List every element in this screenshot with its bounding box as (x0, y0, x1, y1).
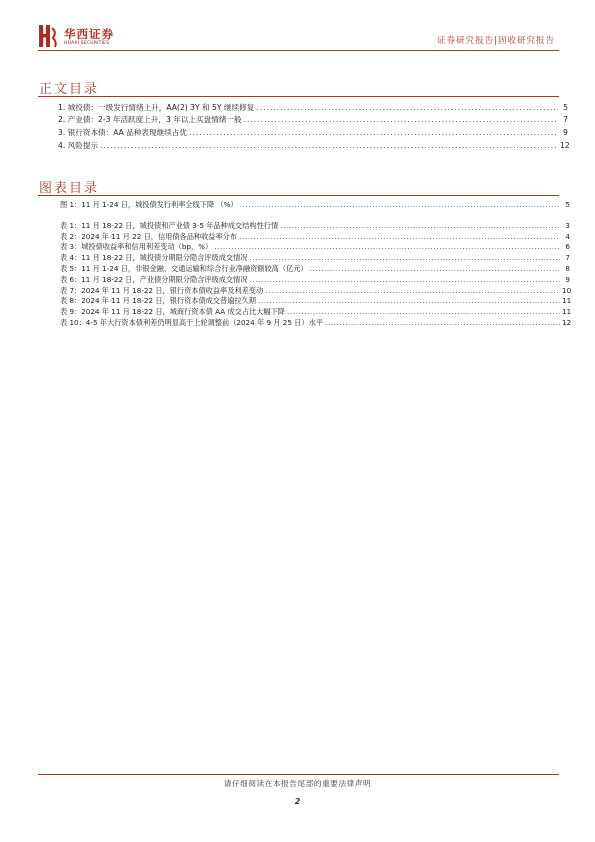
table-entry-title: 表 7：2024 年 11 月 18-22 日，银行资本债收益率及利差变动 (60, 285, 264, 295)
table-entry-page: 7 (565, 253, 570, 263)
toc-leader-dots (250, 275, 561, 285)
toc-leader-dots (189, 128, 558, 138)
toc-main-title: 正文目录 (39, 82, 100, 97)
table-entry[interactable] (60, 296, 570, 307)
table-entry[interactable] (60, 306, 570, 317)
table-entry[interactable] (60, 231, 570, 242)
page-header (0, 0, 595, 56)
toc-tables-list (60, 220, 570, 328)
toc-entry-page: 12 (560, 140, 570, 150)
toc-entry[interactable] (58, 125, 568, 138)
table-entry-page: 11 (562, 307, 572, 317)
logo-text-cn: 华西证券 (64, 27, 114, 41)
toc-leader-dots (239, 232, 560, 242)
table-entry-page: 4 (565, 231, 570, 241)
table-entry-title: 表 1：11 月 18-22 日，城投债和产业债 3-5 年品种成交结构性行情 (60, 220, 279, 230)
toc-entry-number: 2. (58, 115, 66, 125)
table-entry-page: 8 (565, 263, 570, 273)
toc-entry-page: 5 (563, 102, 568, 112)
table-entry[interactable] (60, 252, 570, 263)
huaxi-logo (38, 24, 128, 50)
toc-leader-dots (214, 242, 560, 252)
toc-entry-title: 风险提示 (67, 140, 99, 150)
header-divider (38, 50, 559, 51)
toc-figures-title: 图表目录 (39, 181, 100, 196)
page-number: 2 (294, 797, 301, 806)
toc-leader-dots (265, 286, 560, 296)
table-entry[interactable] (60, 220, 570, 231)
figure-entry[interactable] (60, 199, 570, 210)
huaxi-logo-icon (38, 24, 58, 48)
table-entry-title: 表 3：城投债收益率和信用利差变动（bp，%） (60, 242, 213, 252)
table-entry-title: 表 6：11 月 18-22 日，产业债分期限分隐含评级成交情况 (60, 274, 248, 284)
toc-figures-list (60, 199, 570, 210)
table-entry[interactable] (60, 274, 570, 285)
toc-leader-dots (250, 253, 561, 263)
toc-leader-dots (287, 307, 560, 317)
toc-leader-dots (310, 264, 560, 274)
table-entry[interactable] (60, 242, 570, 253)
toc-entry-title: 城投债：一级发行情绪上升，AA(2) 3Y 和 5Y 继续修复 (67, 102, 255, 112)
table-entry-page: 3 (565, 220, 570, 230)
table-entry-page: 11 (562, 296, 572, 306)
toc-entry-number: 1. (58, 102, 66, 112)
table-entry-page: 10 (562, 285, 572, 295)
toc-leader-dots (240, 200, 560, 210)
toc-leader-dots (100, 141, 558, 151)
table-entry[interactable] (60, 317, 570, 328)
figure-entry-page: 5 (565, 199, 570, 209)
table-entry-title: 表 2：2024 年 11 月 22 日，信用债各品种收益率分布 (60, 231, 238, 241)
report-type-label: 证券研究报告|固收研究报告 (437, 36, 555, 46)
table-entry-title: 表 10：4-5 年大行资本债利差仍明显高于上轮调整前（2024 年 9 月 25 日）水平 (60, 317, 323, 327)
table-entry-title: 表 9：2024 年 11 月 18-22 日，城商行资本债 AA 成交占比大幅下降 (60, 307, 285, 317)
toc-entry[interactable] (58, 100, 568, 113)
table-entry[interactable] (60, 263, 570, 274)
toc-main-list (58, 100, 568, 151)
toc-entry-number: 3. (58, 128, 66, 138)
legal-disclaimer: 请仔细阅读在本报告尾部的重要法律声明 (223, 779, 372, 788)
figure-entry-title: 图 1：11 月 1-24 日，城投债发行利率全线下降 （%） (60, 199, 238, 209)
toc-figures-divider (38, 195, 559, 196)
toc-entry[interactable] (58, 138, 568, 151)
table-entry-title: 表 8：2024 年 11 月 18-22 日，银行资本债成交普遍拉久期 (60, 296, 256, 306)
table-entry-page: 9 (565, 274, 570, 284)
toc-leader-dots (280, 221, 560, 231)
toc-entry-page: 7 (563, 115, 568, 125)
toc-entry-number: 4. (58, 140, 66, 150)
table-entry-page: 6 (565, 242, 570, 252)
toc-main-divider (38, 96, 559, 97)
toc-leader-dots (244, 115, 558, 125)
table-entry-title: 表 5：11 月 1-24 日，非银金融、交通运输和综合行业净融资额较高（亿元） (60, 263, 308, 273)
toc-leader-dots (258, 296, 560, 306)
toc-entry-page: 9 (563, 128, 568, 138)
table-entry-title: 表 4：11 月 18-22 日，城投债分期限分隐含评级成交情况 (60, 253, 248, 263)
toc-leader-dots (256, 103, 558, 113)
toc-leader-dots (325, 318, 560, 328)
table-entry-page: 12 (562, 317, 572, 327)
toc-entry-title: 银行资本债：AA 品种表现继续占优 (67, 128, 187, 138)
toc-entry[interactable] (58, 113, 568, 126)
logo-text-en: HUAXI SECURITIES (64, 41, 110, 46)
footer-divider (38, 774, 559, 775)
toc-entry-title: 产业债：2-3 年活跃度上升，3 年以上买盘情绪一般 (67, 115, 242, 125)
table-entry[interactable] (60, 285, 570, 296)
